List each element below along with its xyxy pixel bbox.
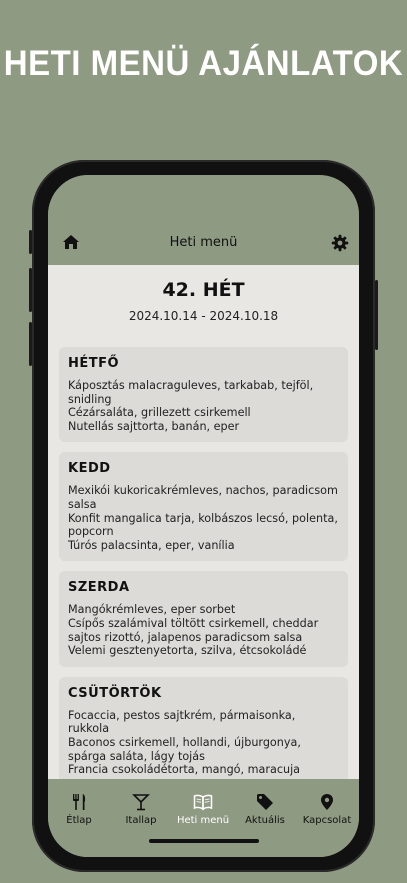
dish-item: Káposztás malacraguleves, tarkabab, tejföl, snidling bbox=[68, 379, 314, 406]
promo-headline: HETI MENÜ AJÁNLATOK bbox=[3, 42, 404, 83]
day-name: SZERDA bbox=[68, 580, 130, 596]
week-date-range: 2024.10.14 - 2024.10.18 bbox=[128, 309, 279, 323]
dish-item: Cézársaláta, grillezett csirkemell bbox=[68, 406, 251, 420]
dish-item: Túrós palacsinta, eper, vanília bbox=[68, 538, 235, 552]
tab-aktualis[interactable] bbox=[234, 793, 296, 826]
gear-icon[interactable] bbox=[331, 234, 351, 254]
page-title: Heti menü bbox=[169, 235, 238, 250]
tab-label: Kapcsolat bbox=[302, 815, 352, 826]
day-name: HÉTFŐ bbox=[68, 356, 120, 371]
day-name: KEDD bbox=[68, 461, 111, 477]
app-screen bbox=[48, 175, 359, 857]
dish-item: Konfit mangalica tarja, kolbászos lecsó, polenta, popcorn bbox=[68, 511, 338, 539]
dish-item: Mangókrémleves, eper sorbet bbox=[68, 603, 236, 617]
weekly-menu-content[interactable] bbox=[48, 265, 359, 779]
day-card bbox=[59, 452, 348, 561]
tab-kapcsolat[interactable] bbox=[296, 793, 358, 826]
tab-label: Aktuális bbox=[245, 815, 285, 826]
location-pin-icon bbox=[296, 793, 358, 811]
day-card bbox=[59, 677, 348, 779]
day-name: CSÜTÖRTÖK bbox=[68, 685, 162, 701]
book-icon bbox=[172, 793, 234, 811]
day-card bbox=[59, 347, 348, 442]
tag-icon bbox=[234, 793, 296, 811]
dish-item: Focaccia, pestos sajtkrém, pármaisonka, rukkola bbox=[68, 708, 296, 736]
tab-etlap[interactable] bbox=[48, 793, 110, 826]
dish-item: Mexikói kukoricakrémleves, nachos, paradicsom salsa bbox=[68, 484, 338, 511]
tab-label: Étlap bbox=[66, 815, 92, 826]
dish-item: Baconos csirkemell, hollandi, újburgonya, spárga saláta, lágy tojás bbox=[68, 735, 301, 763]
dish-item: Francia csokoládétorta, mangó, maracuja bbox=[68, 763, 301, 777]
app-header bbox=[48, 175, 359, 265]
cocktail-icon bbox=[110, 793, 172, 811]
cutlery-icon bbox=[48, 793, 110, 811]
home-indicator[interactable] bbox=[149, 839, 259, 843]
tab-label: Itallap bbox=[125, 815, 157, 826]
week-number: 42. HÉT bbox=[162, 279, 245, 301]
day-card bbox=[59, 571, 348, 666]
tab-heti-menu[interactable] bbox=[172, 793, 234, 826]
dish-item: Velemi gesztenyetorta, szilva, étcsokoládé bbox=[68, 644, 307, 658]
dish-item: Nutellás sajttorta, banán, eper bbox=[68, 419, 240, 433]
dish-item: Csípős szalámival töltött csirkemell, cheddar sajtos rizottó, jalapenos paradicsom salsa bbox=[68, 616, 319, 644]
bottom-tab-bar bbox=[48, 779, 359, 857]
tab-label: Heti menü bbox=[176, 815, 230, 826]
tab-itallap[interactable] bbox=[110, 793, 172, 826]
